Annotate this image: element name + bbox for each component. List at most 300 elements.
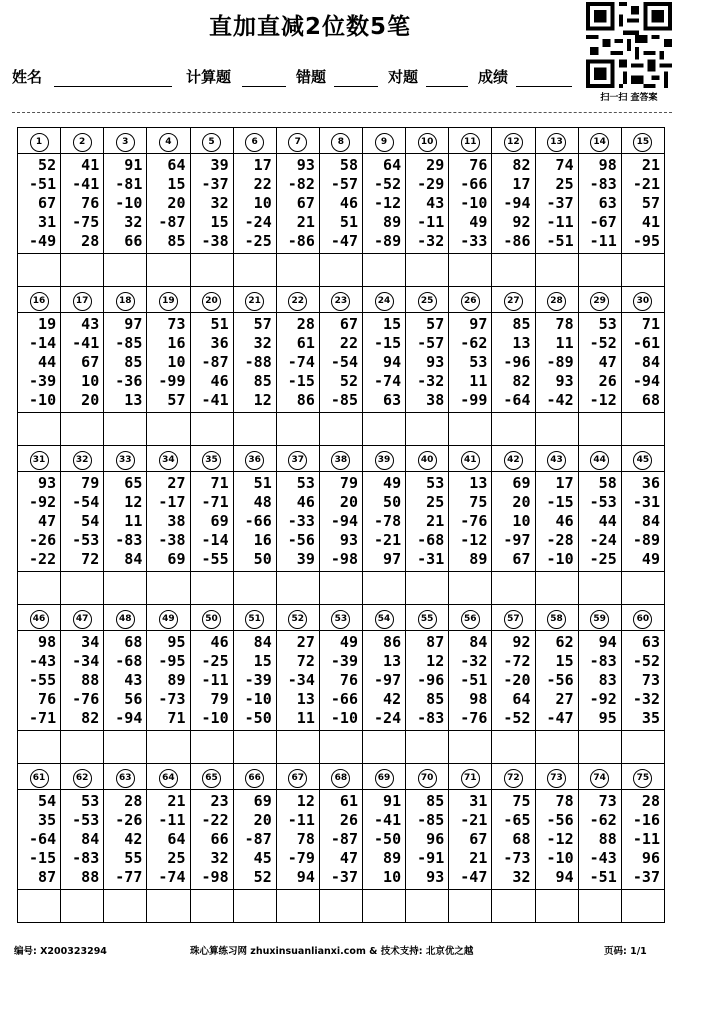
problem-number-cell <box>147 764 190 790</box>
answer-cell[interactable] <box>319 890 362 923</box>
problem-number-badge: 2 <box>73 133 92 152</box>
problem-cell <box>492 154 535 254</box>
problem-number-badge: 27 <box>504 292 523 311</box>
problem-number-badge: 24 <box>375 292 394 311</box>
wrong-label: 错题 <box>296 68 327 86</box>
problem-values: 13 75 -76 -12 89 <box>460 474 488 568</box>
problem-cell <box>18 313 61 413</box>
problem-number-badge: 43 <box>547 451 566 470</box>
answer-cell[interactable] <box>319 572 362 605</box>
problem-number-cell <box>233 446 276 472</box>
problem-number-cell <box>363 287 406 313</box>
problem-values: 49 50 -78 -21 97 <box>374 474 402 568</box>
problem-number-badge: 34 <box>159 451 178 470</box>
problem-number-cell <box>276 605 319 631</box>
problem-values: 28 61 -74 -15 86 <box>287 315 315 409</box>
problem-values: 93 -82 67 21 -86 <box>287 156 315 250</box>
answer-cell[interactable] <box>190 413 233 446</box>
problem-values: 62 15 -56 27 -47 <box>546 633 574 727</box>
answer-cell[interactable] <box>363 572 406 605</box>
problem-cell <box>319 313 362 413</box>
name-label: 姓名 <box>12 68 43 86</box>
serial-number: 编号: X200323294 <box>14 946 107 957</box>
problem-cell <box>319 154 362 254</box>
answer-cell[interactable] <box>18 413 61 446</box>
problem-number-badge: 30 <box>633 292 652 311</box>
problem-number-badge: 11 <box>461 133 480 152</box>
problem-number-cell <box>233 764 276 790</box>
problem-values: 39 -37 32 15 -38 <box>201 156 229 250</box>
problem-number-badge: 68 <box>331 769 350 788</box>
problem-number-cell <box>492 605 535 631</box>
answer-cell[interactable] <box>449 572 492 605</box>
answer-cell[interactable] <box>449 413 492 446</box>
problem-number-badge: 50 <box>202 610 221 629</box>
problem-cell <box>406 472 449 572</box>
problem-values: 27 72 -34 13 11 <box>287 633 315 727</box>
problem-number-cell <box>492 446 535 472</box>
problem-cell <box>621 631 664 731</box>
answer-cell[interactable] <box>61 254 104 287</box>
problem-cell <box>61 472 104 572</box>
answer-cell[interactable] <box>233 890 276 923</box>
problem-number-badge: 53 <box>331 610 350 629</box>
problem-values: 98 -43 -55 76 -71 <box>29 633 57 727</box>
answer-cell[interactable] <box>276 413 319 446</box>
answer-cell[interactable] <box>406 890 449 923</box>
problem-number-badge: 4 <box>159 133 178 152</box>
qr-caption: 扫一扫 查答案 <box>600 93 658 103</box>
problem-number-badge: 40 <box>418 451 437 470</box>
problem-grid <box>17 127 665 923</box>
problem-number-cell <box>190 128 233 154</box>
problem-number-cell <box>104 446 147 472</box>
problem-values: 58 -53 44 -24 -25 <box>589 474 617 568</box>
answer-cell[interactable] <box>147 413 190 446</box>
problem-values: 86 13 -97 42 -24 <box>374 633 402 727</box>
problem-cell <box>276 631 319 731</box>
answer-cell[interactable] <box>621 254 664 287</box>
answer-cell[interactable] <box>18 572 61 605</box>
problem-cell <box>578 154 621 254</box>
problem-cell <box>190 154 233 254</box>
problem-number-cell <box>147 128 190 154</box>
problem-values: 74 25 -37 -11 -51 <box>546 156 574 250</box>
problem-cell <box>492 631 535 731</box>
problem-number-cell <box>190 605 233 631</box>
problem-number-cell <box>276 764 319 790</box>
problem-number-cell <box>61 764 104 790</box>
problem-number-badge: 5 <box>202 133 221 152</box>
problem-number-badge: 37 <box>288 451 307 470</box>
problem-number-cell <box>190 287 233 313</box>
problem-cell <box>18 790 61 890</box>
problem-number-badge: 72 <box>504 769 523 788</box>
problem-values: 76 -66 -10 49 -33 <box>460 156 488 250</box>
problem-cell <box>190 631 233 731</box>
problem-number-cell <box>578 287 621 313</box>
problem-number-badge: 47 <box>73 610 92 629</box>
problem-values: 79 20 -94 93 -98 <box>330 474 358 568</box>
problem-number-badge: 8 <box>331 133 350 152</box>
answer-cell[interactable] <box>147 572 190 605</box>
problem-number-cell <box>578 605 621 631</box>
answer-cell[interactable] <box>319 731 362 764</box>
problem-number-badge: 74 <box>590 769 609 788</box>
problem-values: 49 -39 76 -66 -10 <box>330 633 358 727</box>
problem-values: 54 35 -64 -15 87 <box>29 792 57 886</box>
problem-number-badge: 52 <box>288 610 307 629</box>
answer-cell[interactable] <box>363 413 406 446</box>
problem-number-badge: 55 <box>418 610 437 629</box>
problem-number-badge: 28 <box>547 292 566 311</box>
problem-values: 41 -41 76 -75 28 <box>72 156 100 250</box>
answer-cell[interactable] <box>621 413 664 446</box>
answer-cell[interactable] <box>233 731 276 764</box>
problem-number-badge: 59 <box>590 610 609 629</box>
problem-number-cell <box>319 764 362 790</box>
total-label: 计算题 <box>186 68 232 86</box>
answer-cell[interactable] <box>535 731 578 764</box>
problem-cell <box>233 313 276 413</box>
site-credit: 珠心算练习网 zhuxinsuanlianxi.com & 技术支持: 北京优之越 <box>190 946 474 957</box>
problem-values: 53 -53 84 -83 88 <box>72 792 100 886</box>
problem-values: 68 -68 43 56 -94 <box>115 633 143 727</box>
answer-cell[interactable] <box>104 731 147 764</box>
answer-cell[interactable] <box>578 413 621 446</box>
problem-values: 36 -31 84 -89 49 <box>632 474 660 568</box>
answer-cell[interactable] <box>319 413 362 446</box>
answer-cell[interactable] <box>535 572 578 605</box>
problem-values: 84 -32 -51 98 -76 <box>460 633 488 727</box>
problem-values: 52 -51 67 31 -49 <box>29 156 57 250</box>
problem-cell <box>104 154 147 254</box>
problem-cell <box>104 313 147 413</box>
problem-cell <box>190 472 233 572</box>
answer-cell[interactable] <box>621 731 664 764</box>
problem-cell <box>147 631 190 731</box>
answer-cell[interactable] <box>147 731 190 764</box>
answer-cell[interactable] <box>363 890 406 923</box>
problem-number-cell <box>363 128 406 154</box>
answer-cell[interactable] <box>190 890 233 923</box>
answer-cell[interactable] <box>147 254 190 287</box>
answer-cell[interactable] <box>406 731 449 764</box>
problem-values: 91 -81 -10 32 66 <box>115 156 143 250</box>
problem-number-cell <box>104 764 147 790</box>
answer-cell[interactable] <box>61 572 104 605</box>
answer-cell[interactable] <box>18 890 61 923</box>
problem-number-badge: 48 <box>116 610 135 629</box>
problem-number-badge: 6 <box>245 133 264 152</box>
problem-number-cell <box>319 446 362 472</box>
problem-number-cell <box>233 287 276 313</box>
problem-number-cell <box>18 446 61 472</box>
problem-number-badge: 70 <box>418 769 437 788</box>
problem-cell <box>18 154 61 254</box>
problem-number-cell <box>61 287 104 313</box>
problem-number-badge: 66 <box>245 769 264 788</box>
answer-cell[interactable] <box>276 572 319 605</box>
answer-cell[interactable] <box>449 731 492 764</box>
problem-number-badge: 19 <box>159 292 178 311</box>
problem-cell <box>276 472 319 572</box>
problem-cell <box>535 472 578 572</box>
problem-cell <box>406 790 449 890</box>
problem-number-badge: 26 <box>461 292 480 311</box>
problem-number-badge: 14 <box>590 133 609 152</box>
answer-cell[interactable] <box>190 572 233 605</box>
answer-cell[interactable] <box>363 254 406 287</box>
problem-number-badge: 36 <box>245 451 264 470</box>
wrong-blank[interactable] <box>334 86 378 87</box>
problem-number-cell <box>578 764 621 790</box>
problem-cell <box>406 631 449 731</box>
correct-label: 对题 <box>388 68 419 86</box>
problem-cell <box>61 631 104 731</box>
problem-cell <box>233 790 276 890</box>
problem-number-badge: 13 <box>547 133 566 152</box>
answer-cell[interactable] <box>233 254 276 287</box>
problem-cell <box>535 790 578 890</box>
problem-values: 94 -83 83 -92 95 <box>589 633 617 727</box>
answer-cell[interactable] <box>535 890 578 923</box>
score-blank[interactable] <box>516 86 572 87</box>
problem-number-cell <box>406 287 449 313</box>
problem-number-cell <box>18 287 61 313</box>
problem-values: 79 -54 54 -53 72 <box>72 474 100 568</box>
problem-number-cell <box>492 287 535 313</box>
answer-cell[interactable] <box>621 890 664 923</box>
problem-cell <box>621 313 664 413</box>
problem-number-cell <box>535 446 578 472</box>
problem-values: 97 -85 85 -36 13 <box>115 315 143 409</box>
problem-cell <box>621 154 664 254</box>
problem-number-cell <box>147 446 190 472</box>
problem-values: 95 -95 89 -73 71 <box>158 633 186 727</box>
problem-number-cell <box>449 446 492 472</box>
problem-cell <box>621 790 664 890</box>
problem-number-cell <box>276 287 319 313</box>
problem-number-badge: 62 <box>73 769 92 788</box>
problem-number-cell <box>406 764 449 790</box>
problem-cell <box>233 472 276 572</box>
answer-cell[interactable] <box>319 254 362 287</box>
problem-cell <box>449 313 492 413</box>
problem-cell <box>578 790 621 890</box>
problem-cell <box>406 313 449 413</box>
cut-line <box>12 112 672 113</box>
problem-values: 71 -71 69 -14 -55 <box>201 474 229 568</box>
problem-cell <box>147 154 190 254</box>
problem-values: 28 -16 -11 96 -37 <box>632 792 660 886</box>
problem-values: 43 -41 67 10 20 <box>72 315 100 409</box>
answer-cell[interactable] <box>449 254 492 287</box>
problem-number-badge: 20 <box>202 292 221 311</box>
problem-number-cell <box>449 287 492 313</box>
answer-cell[interactable] <box>492 572 535 605</box>
problem-values: 73 -62 88 -43 -51 <box>589 792 617 886</box>
problem-cell <box>449 790 492 890</box>
answer-cell[interactable] <box>492 254 535 287</box>
problem-number-badge: 73 <box>547 769 566 788</box>
problem-number-cell <box>319 128 362 154</box>
answer-cell[interactable] <box>276 254 319 287</box>
problem-cell <box>535 154 578 254</box>
problem-number-cell <box>621 605 664 631</box>
problem-values: 85 -85 96 -91 93 <box>417 792 445 886</box>
problem-cell <box>363 154 406 254</box>
problem-number-badge: 21 <box>245 292 264 311</box>
answer-cell[interactable] <box>535 413 578 446</box>
problem-number-cell <box>363 764 406 790</box>
problem-number-badge: 69 <box>375 769 394 788</box>
problem-number-cell <box>535 764 578 790</box>
answer-cell[interactable] <box>276 890 319 923</box>
problem-values: 92 -72 -20 64 -52 <box>503 633 531 727</box>
problem-number-badge: 56 <box>461 610 480 629</box>
problem-values: 53 -52 47 26 -12 <box>589 315 617 409</box>
answer-cell[interactable] <box>61 413 104 446</box>
problem-cell <box>363 313 406 413</box>
answer-cell[interactable] <box>406 254 449 287</box>
problem-values: 31 -21 67 21 -47 <box>460 792 488 886</box>
answer-cell[interactable] <box>578 890 621 923</box>
problem-number-cell <box>406 446 449 472</box>
answer-cell[interactable] <box>18 731 61 764</box>
answer-cell[interactable] <box>621 572 664 605</box>
problem-values: 61 26 -87 47 -37 <box>330 792 358 886</box>
correct-blank[interactable] <box>426 86 468 87</box>
problem-cell <box>449 154 492 254</box>
problem-number-badge: 16 <box>30 292 49 311</box>
problem-number-cell <box>535 287 578 313</box>
problem-values: 64 15 20 -87 85 <box>158 156 186 250</box>
score-label: 成绩 <box>478 68 509 86</box>
problem-values: 91 -41 -50 89 10 <box>374 792 402 886</box>
problem-cell <box>147 313 190 413</box>
answer-cell[interactable] <box>233 413 276 446</box>
problem-values: 98 -83 63 -67 -11 <box>589 156 617 250</box>
problem-values: 63 -52 73 -32 35 <box>632 633 660 727</box>
answer-cell[interactable] <box>535 254 578 287</box>
problem-cell <box>319 631 362 731</box>
problem-cell <box>147 472 190 572</box>
problem-values: 51 36 -87 46 -41 <box>201 315 229 409</box>
problem-cell <box>190 313 233 413</box>
answer-cell[interactable] <box>104 572 147 605</box>
problem-number-badge: 57 <box>504 610 523 629</box>
problem-cell <box>18 631 61 731</box>
page-title: 直加直减2位数5笔 <box>208 14 411 40</box>
problem-values: 73 16 10 -99 57 <box>158 315 186 409</box>
problem-cell <box>190 790 233 890</box>
problem-values: 53 25 21 -68 -31 <box>417 474 445 568</box>
problem-number-cell <box>147 287 190 313</box>
problem-number-cell <box>233 128 276 154</box>
problem-number-badge: 67 <box>288 769 307 788</box>
problem-number-cell <box>406 128 449 154</box>
problem-number-badge: 22 <box>288 292 307 311</box>
problem-values: 69 20 -87 45 52 <box>244 792 272 886</box>
name-blank[interactable] <box>54 86 172 87</box>
answer-cell[interactable] <box>61 731 104 764</box>
problem-cell <box>147 790 190 890</box>
problem-values: 53 46 -33 -56 39 <box>287 474 315 568</box>
problem-number-cell <box>61 446 104 472</box>
problem-number-badge: 49 <box>159 610 178 629</box>
problem-cell <box>276 790 319 890</box>
answer-cell[interactable] <box>104 413 147 446</box>
answer-cell[interactable] <box>492 890 535 923</box>
answer-cell[interactable] <box>492 731 535 764</box>
problem-cell <box>578 313 621 413</box>
problem-values: 17 22 10 -24 -25 <box>244 156 272 250</box>
problem-values: 17 -15 46 -28 -10 <box>546 474 574 568</box>
problem-number-badge: 33 <box>116 451 135 470</box>
answer-cell[interactable] <box>104 890 147 923</box>
problem-number-badge: 46 <box>30 610 49 629</box>
problem-cell <box>233 631 276 731</box>
answer-cell[interactable] <box>449 890 492 923</box>
problem-values: 64 -52 -12 89 -89 <box>374 156 402 250</box>
problem-number-cell <box>61 605 104 631</box>
problem-values: 34 -34 88 -76 82 <box>72 633 100 727</box>
answer-cell[interactable] <box>18 254 61 287</box>
problem-values: 57 32 -88 85 12 <box>244 315 272 409</box>
problem-number-cell <box>276 128 319 154</box>
problem-values: 97 -62 53 11 -99 <box>460 315 488 409</box>
answer-cell[interactable] <box>492 413 535 446</box>
problem-cell <box>104 472 147 572</box>
problem-values: 21 -21 57 41 -95 <box>632 156 660 250</box>
answer-cell[interactable] <box>578 572 621 605</box>
problem-cell <box>363 472 406 572</box>
answer-cell[interactable] <box>578 254 621 287</box>
problem-number-badge: 44 <box>590 451 609 470</box>
problem-number-cell <box>363 605 406 631</box>
problem-number-badge: 45 <box>633 451 652 470</box>
problem-values: 78 -56 -12 -10 94 <box>546 792 574 886</box>
problem-cell <box>363 631 406 731</box>
problem-cell <box>61 790 104 890</box>
answer-cell[interactable] <box>406 413 449 446</box>
total-blank[interactable] <box>242 86 286 87</box>
problem-values: 29 -29 43 -11 -32 <box>417 156 445 250</box>
problem-number-badge: 61 <box>30 769 49 788</box>
problem-number-cell <box>147 605 190 631</box>
answer-cell[interactable] <box>363 731 406 764</box>
answer-cell[interactable] <box>147 890 190 923</box>
answer-cell[interactable] <box>190 731 233 764</box>
answer-cell[interactable] <box>406 572 449 605</box>
problem-values: 51 48 -66 16 50 <box>244 474 272 568</box>
answer-cell[interactable] <box>233 572 276 605</box>
problem-values: 75 -65 68 -73 32 <box>503 792 531 886</box>
problem-values: 71 -61 84 -94 68 <box>632 315 660 409</box>
problem-number-cell <box>449 128 492 154</box>
problem-cell <box>319 790 362 890</box>
answer-cell[interactable] <box>578 731 621 764</box>
problem-number-cell <box>104 128 147 154</box>
answer-cell[interactable] <box>104 254 147 287</box>
answer-cell[interactable] <box>276 731 319 764</box>
answer-cell[interactable] <box>61 890 104 923</box>
problem-number-cell <box>621 287 664 313</box>
problem-cell <box>578 472 621 572</box>
answer-cell[interactable] <box>190 254 233 287</box>
problem-number-badge: 75 <box>633 769 652 788</box>
